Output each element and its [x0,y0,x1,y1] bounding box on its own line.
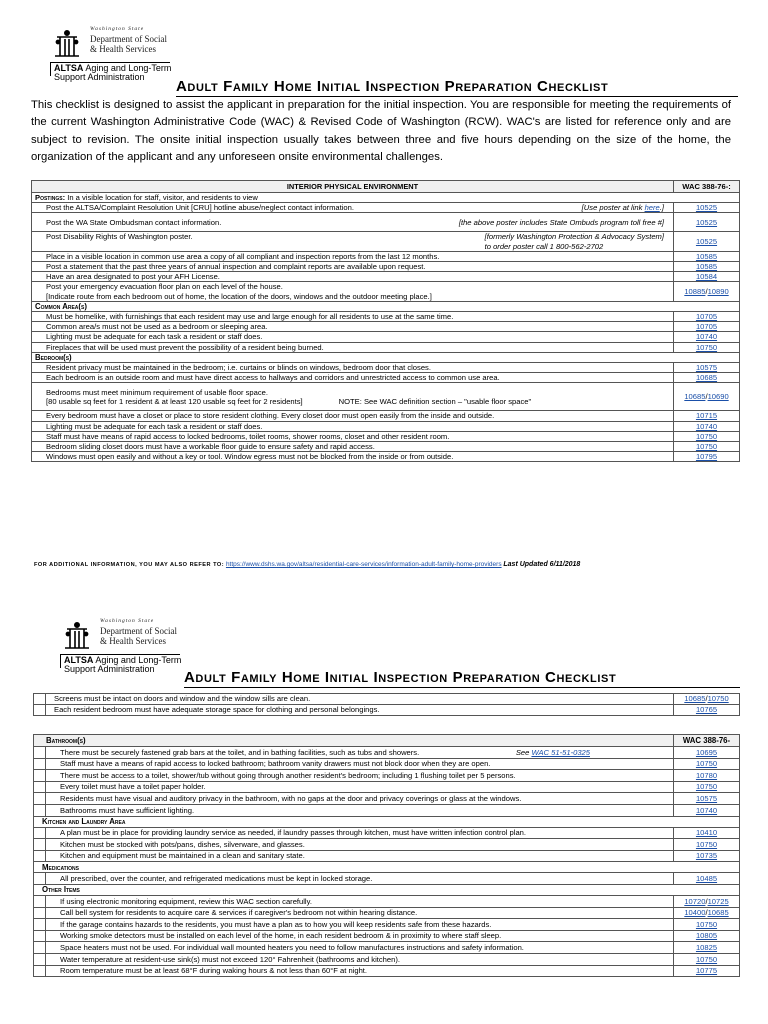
wac-link[interactable]: 10750 [695,342,718,352]
row-gutter [34,953,46,965]
checklist-text [32,232,674,251]
intro-paragraph: This checklist is designed to assist the applicant in preparation for the initial inspection. You are responsible for meeting the requirements of the current Washington Administrative Code (WAC) & Revised Code of Washington (RCW). WAC's are listed for reference only and are subject to revision. The onsite initial inspection usually takes between three and five hours depending on the size of the home, the organization of the applicant and any unforeseen onsite environmental challenges. [31,99,731,163]
wac-cell [674,342,740,352]
item-text: Every toilet must have a toilet paper holder. [60,782,206,792]
checklist-text [32,442,674,452]
checklist-row [32,431,740,441]
wac-link[interactable]: 10750 [695,782,718,792]
checklist-text [46,873,674,885]
checklist-row [32,312,740,322]
wac-link[interactable]: 10720 [684,896,706,906]
wac-cell [674,203,740,213]
wac-cell [674,919,740,931]
row-gutter [34,839,46,851]
checklist-row [32,232,740,251]
wac-link[interactable]: 10525 [695,217,718,227]
row-gutter [34,705,46,716]
footer-pre: FOR ADDITIONAL INFORMATION, YOU MAY ALSO REFER TO: [34,562,225,568]
checklist-row [32,282,740,301]
section-header: Bathroom(s) [34,735,674,747]
wac-link[interactable]: 10775 [695,966,718,976]
item-text: Post the WA State Ombudsman contact information. [46,217,222,227]
logo-bar [60,654,61,668]
wac-link[interactable]: 10715 [695,411,718,421]
wac-link[interactable]: 10485 [695,874,718,884]
item-text: Common area/s must not be used as a bedroom or sleeping area. [46,322,268,332]
checklist-row [32,203,740,213]
wac-cell [674,213,740,232]
section-row [34,816,740,827]
row-gutter [34,793,46,805]
wac-cell [674,332,740,342]
section-header: INTERIOR PHYSICAL ENVIRONMENT [32,181,674,193]
logo-altsa: ALTSA Aging and Long-Term Support Administration [54,63,172,82]
checklist-row [34,839,740,851]
wac-link[interactable]: 10585 [695,262,718,272]
wac-link[interactable]: 10525 [695,203,718,213]
checklist-text [46,793,674,805]
checklist-row [34,781,740,793]
item-text: Bedrooms must meet minimum requirement of usable floor space. [46,387,268,397]
wac-cell [674,747,740,759]
checklist-row [32,452,740,462]
wac-cell [674,965,740,977]
checklist-row [32,322,740,332]
dshs-logo [58,618,188,674]
wac-link[interactable]: 10765 [695,705,718,715]
item-text: Working smoke detectors must be installed on each level of the home, in each resident bedroom & in proximity to where staff sleep. [60,931,502,941]
postings-label: Postings: [35,193,66,202]
bedroom-continued-table [33,693,740,716]
item-text: Staff must have means of rapid access to locked bedrooms, toilet rooms, shower rooms, closet and other resident room. [46,431,450,441]
checklist-row [32,213,740,232]
wac-cell [674,312,740,322]
wac-header: WAC 388-76- [674,735,740,747]
wac-link[interactable]: 10780 [695,770,718,780]
checklist-row [32,251,740,261]
page-2 [0,600,768,1024]
checklist-text [32,431,674,441]
wac-link[interactable]: 10705 [695,322,718,332]
checklist-text [46,758,674,770]
row-gutter [34,804,46,816]
wac-cell: 10720/10725 [674,895,740,907]
table-header [34,735,740,747]
wac-link[interactable]: 10685 [695,373,718,383]
section-label: Common Area(s) [32,301,740,311]
logo-bar [50,62,51,76]
checklist-row [34,953,740,965]
item-text: Kitchen and equipment must be maintained in a clean and sanitary state. [60,851,305,861]
aside-text: [Use poster at link [581,203,645,213]
wac-cell [674,930,740,942]
checklist-text [32,251,674,261]
checklist-row [32,442,740,452]
wac-link[interactable]: 10575 [695,794,718,804]
page-title: Adult Family Home Initial Inspection Preparation Checklist [176,78,609,95]
section-label: Kitchen and Laundry Area [34,816,740,827]
item-text: If the garage contains hazards to the residents, you must have a plan as to how you will keep residents safe from these hazards. [60,919,492,929]
bathroom-other-table [33,734,740,977]
wac-cell [674,251,740,261]
wac-link[interactable]: 10740 [695,332,718,342]
checklist-text [46,895,674,907]
wac-cell [674,793,740,805]
wac-link[interactable]: 10750 [695,954,718,964]
wac-link[interactable]: 10735 [695,851,718,861]
row-gutter [34,942,46,954]
item-text: All prescribed, over the counter, and refrigerated medications must be kept in locked storage. [60,874,373,884]
item-text: There must be securely fastened grab bars at the toilet, and in bathing facilities, such as tubs and showers. [60,747,420,757]
aside-text: [formerly Washington Protection & Advocacy System] [484,232,664,242]
row-gutter [34,770,46,782]
wac-link[interactable]: 10685 [684,392,706,402]
item-text: Post a statement that the past three years of annual inspection and complaint reports are available upon request. [46,262,426,272]
logo-state: Washington State [100,618,155,624]
row-gutter [34,930,46,942]
item-subtext: [Indicate route from each bedroom out of home, the location of the doors, windows and the outdoor meeting place.] [46,291,432,301]
wac-link[interactable]: 10750 [695,839,718,849]
checklist-text [32,373,674,383]
checklist-text [46,919,674,931]
postings-row [32,193,740,203]
checklist-text [46,781,674,793]
wac-cell: 10400/10685 [674,907,740,919]
checklist-text [46,907,674,919]
item-aside [485,232,664,250]
checklist-row [32,411,740,421]
logo-altsa: ALTSA Aging and Long-Term Support Administration [64,655,182,674]
section-row [34,862,740,873]
item-text: Lighting must be adequate for each task a resident or staff does. [46,421,263,431]
item-note: NOTE: See WAC definition section – "usable floor space" [338,396,532,406]
item-text: If using electronic monitoring equipment, review this WAC section carefully. [60,896,312,906]
wac-cell [674,705,740,716]
row-gutter [34,694,46,705]
checklist-text [32,272,674,282]
row-gutter [34,895,46,907]
footer-updated: Last Updated 6/11/2018 [503,561,581,568]
item-text: Must be homelike, with furnishings that each resident may use and large enough for all residents to use at the same time. [46,312,454,322]
footer-link[interactable]: https://www.dshs.wa.gov/altsa/residential-care-services/information-adult-family-home-providers [225,561,502,568]
wac-link[interactable]: 10584 [695,272,718,282]
checklist-text [32,332,674,342]
table-header [32,181,740,193]
checklist-row [32,262,740,272]
checklist-row [34,793,740,805]
checklist-text [46,965,674,977]
item-aside-2: to order poster call 1 800-562-2702 [484,241,604,251]
item-aside [582,203,664,212]
section-row [32,352,740,362]
wac-link[interactable]: 10805 [695,931,718,941]
checklist-text [46,839,674,851]
item-text: Fireplaces that will be used must prevent the possibility of a resident being burned. [46,342,324,352]
checklist-text [32,262,674,272]
item-text: A plan must be in place for providing laundry service as needed, if laundry passes through kitchen, must have written infection control plan. [60,828,527,838]
wac-cell [674,272,740,282]
item-text: Windows must open easily and without a key or tool. Window egress must not be blocked from the inside or from outside. [46,452,454,462]
checklist-text [32,282,674,301]
wac-cell [674,827,740,839]
wac-link[interactable]: 10690 [707,392,729,402]
checklist-text [46,747,674,759]
wac-link[interactable]: 10410 [695,828,718,838]
item-aside [459,218,664,227]
wac-link[interactable]: 10685 [707,908,729,918]
wac-link[interactable]: 10750 [695,919,718,929]
item-text: Resident privacy must be maintained in the bedroom; i.e. curtains or blinds on windows, bedroom door that closes. [46,363,431,373]
wac-link[interactable]: 10585 [695,251,718,261]
checklist-row [34,850,740,862]
wac-cell [674,804,740,816]
item-text: Place in a visible location in common use area a copy of all compliant and inspection reports from the last 12 months. [46,251,440,261]
row-gutter [34,919,46,931]
wac-link[interactable]: 10795 [695,452,718,462]
wac-cell [674,431,740,441]
checklist-row [32,373,740,383]
item-text: Bathrooms must have sufficient lighting. [60,805,195,815]
wac-link[interactable]: 10740 [695,805,718,815]
logo-department: Department of Social & Health Services [90,34,167,54]
item-text: Water temperature at resident-use sink(s) must not exceed 120° Fahrenheit (bathrooms and kitchen). [60,954,400,964]
checklist-text [46,770,674,782]
checklist-row [34,705,740,716]
checklist-text [32,452,674,462]
item-text: Room temperature must be at least 68°F during waking hours & not less than 60°F at night. [60,966,368,976]
wac-link[interactable]: 10695 [695,747,718,757]
checklist-row [34,694,740,705]
wac-cell: 10685/10750 [674,694,740,705]
interior-environment-table [31,180,740,462]
item-text: Every bedroom must have a closet or place to store resident clothing. Every closet door must open easily from the inside and outside. [46,411,495,421]
aside-end: .] [659,203,664,213]
row-gutter [34,747,46,759]
wac-link[interactable]: 10525 [695,237,718,246]
item-text: Lighting must be adequate for each task a resident or staff does. [46,332,263,342]
checklist-row [34,770,740,782]
row-gutter [34,965,46,977]
item-aside [516,748,590,757]
wac-header: WAC 388-76-: [674,181,740,193]
wac-cell [674,322,740,332]
item-text: Kitchen must be stocked with pots/pans, dishes, silverware, and glasses. [60,839,305,849]
wac-link[interactable]: 10890 [707,287,729,297]
wac-link[interactable]: 10750 [695,431,718,441]
checklist-row [34,930,740,942]
checklist-text [32,203,674,213]
wac-cell [674,770,740,782]
checklist-row [34,804,740,816]
wac-cell [674,758,740,770]
row-gutter [34,907,46,919]
row-gutter [34,850,46,862]
item-text: Post Disability Rights of Washington poster. [46,232,193,242]
checklist-text [46,827,674,839]
poster-link[interactable]: here [644,203,660,213]
wac-link[interactable]: 10750 [695,442,718,452]
wac-cell [674,442,740,452]
wac-link[interactable]: 10400 [684,908,706,918]
checklist-text [32,322,674,332]
wac-link[interactable]: 10685 [684,694,706,704]
wac-cell [674,452,740,462]
wac-link[interactable]: 10750 [695,759,718,769]
item-text: Space heaters must not be used. For individual wall mounted heaters you need to follow manufactures instructions and safety information. [60,943,524,952]
item-text: Post the ALTSA/Complaint Resolution Unit [CRU] hotline abuse/neglect contact information. [46,203,354,213]
wac-cell [674,781,740,793]
checklist-text [32,312,674,322]
wac-cell [674,262,740,272]
row-gutter [34,873,46,885]
checklist-text [46,804,674,816]
dshs-emblem-icon [52,28,82,58]
aside-text: See [515,747,532,757]
checklist-text [46,850,674,862]
item-text: Post your emergency evacuation floor plan on each level of the house. [46,282,283,292]
wac-cell [674,953,740,965]
checklist-row [32,363,740,373]
section-label: Bedroom(s) [32,352,740,362]
wac-link[interactable]: 10885 [684,287,706,297]
logo-state: Washington State [90,26,145,32]
section-label: Medications [34,862,740,873]
checklist-text [32,342,674,352]
aside-text: [the above poster includes State Ombuds program toll free #] [458,217,664,227]
checklist-text: Screens must be intact on doors and window and the window sills are clean. [46,694,674,705]
item-text: Have an area designated to post your AFH License. [46,272,220,282]
wac-cell [674,363,740,373]
wac-cell [674,839,740,851]
wac-cell [674,850,740,862]
title-rule [184,687,740,688]
checklist-text [32,213,674,232]
wac-link[interactable]: 10825 [695,943,718,952]
wac-link[interactable]: 10750 [707,694,729,704]
postings-desc: In a visible location for staff, visitor, and residents to view [67,193,258,202]
checklist-row [34,942,740,954]
checklist-row [34,827,740,839]
section-row [32,301,740,311]
section-row [34,884,740,895]
checklist-row [34,919,740,931]
checklist-text [32,383,674,411]
checklist-row [32,272,740,282]
item-text: Bedroom sliding closet doors must have a workable floor guide to ensure safety and rapid access. [46,442,375,452]
dshs-emblem-icon [62,620,92,650]
wac-reference-link[interactable]: WAC 51-51-0325 [531,747,590,757]
checklist-row [32,421,740,431]
checklist-row [34,873,740,885]
wac-link[interactable]: 10575 [695,363,718,373]
page-title: Adult Family Home Initial Inspection Preparation Checklist [184,669,617,686]
row-gutter [34,827,46,839]
checklist-text [46,930,674,942]
item-subtext: [80 usable sq feet for 1 resident & at least 120 usable sq feet for 2 residents] [46,396,303,406]
footer-note [34,561,580,568]
wac-cell [674,942,740,954]
checklist-row [32,342,740,352]
row-gutter [34,781,46,793]
wac-link[interactable]: 10740 [695,421,718,431]
checklist-text [46,953,674,965]
wac-cell [674,232,740,251]
checklist-row [32,332,740,342]
wac-cell [674,411,740,421]
wac-link[interactable]: 10725 [707,896,729,906]
checklist-text [32,363,674,373]
wac-link[interactable]: 10705 [695,312,718,322]
checklist-text [32,411,674,421]
checklist-text [46,942,674,954]
checklist-row [34,907,740,919]
checklist-text: Each resident bedroom must have adequate storage space for clothing and personal belongings. [46,705,674,716]
item-text: Staff must have a means of rapid access to locked bathroom; bathroom vanity drawers must not block door when they are open. [60,759,491,769]
wac-cell: 10885/10890 [674,282,740,301]
dshs-logo [48,26,178,82]
item-text: Residents must have visual and auditory privacy in the bathroom, with no gaps at the door and privacy coverings or glass at the windows. [60,794,522,804]
checklist-text [32,421,674,431]
section-label: Other Items [34,884,740,895]
wac-cell [674,873,740,885]
row-gutter [34,758,46,770]
checklist-row [34,758,740,770]
item-text: Call bell system for residents to acquire care & services if caregiver's bedroom not within hearing distance. [60,908,418,918]
logo-department: Department of Social & Health Services [100,626,177,646]
checklist-row [34,965,740,977]
wac-cell: 10685/10690 [674,383,740,411]
checklist-row [34,895,740,907]
wac-cell [674,373,740,383]
item-text: There must be access to a toilet, shower/tub without going through another resident's bedroom; including 1 flushing toilet per 5 persons. [60,770,516,780]
wac-cell [674,421,740,431]
checklist-row [32,383,740,411]
item-text: Each bedroom is an outside room and must have direct access to hallways and corridors and unrestricted access to common use area. [46,373,500,383]
checklist-row [34,747,740,759]
